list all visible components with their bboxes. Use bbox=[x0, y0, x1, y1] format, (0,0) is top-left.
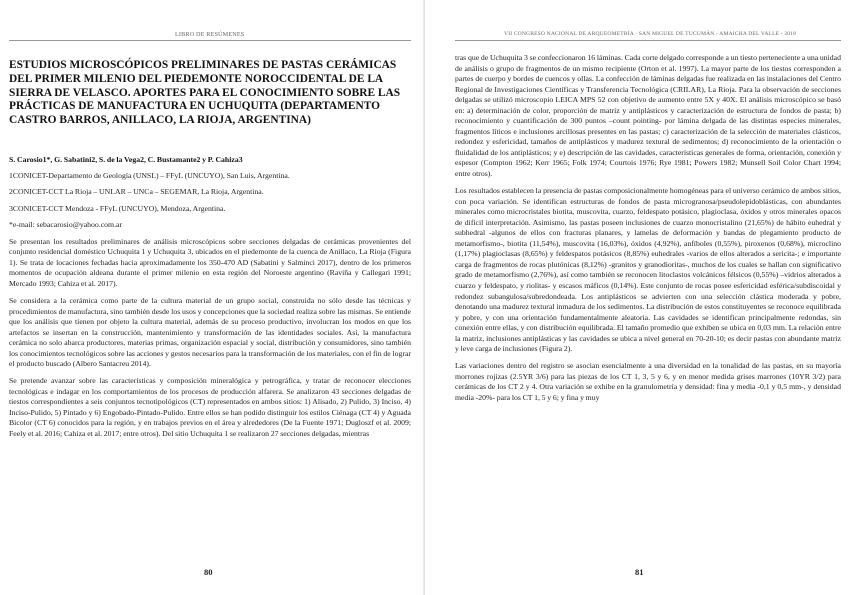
paragraph: Se considera a la cerámica como parte de la cultura material de un grupo social, construida no sólo desde las técnicas y procedimientos de manufactura, sino también desde los usos y concepciones que la sociedad realiza sobre las mismas. Se entiende que los análisis que tienen por objeto la cultura material, además de su proceso productivo, involucran los modos en que los artefactos se insertan en la construcción, mantenimiento y transformación de las identidades sociales. Así, la manufactura cerámica no solo abarca productores, materias primas, organización espacial y social, distribución y consumidores, sino también los conocimientos tecnológicos sobre las acciones y gestos necesarios para la transformación de los materiales, con el fin de lograr el producto buscado (Albero Santacreu 2014). bbox=[9, 295, 411, 369]
page-number-right: 81 bbox=[635, 567, 644, 577]
header-rule-right bbox=[455, 40, 841, 41]
page-number-left: 80 bbox=[204, 567, 213, 577]
contact-email: *e-mail: sebacarosio@yahoo.com.ar bbox=[9, 220, 123, 230]
paragraph: Las variaciones dentro del registro se asocian esencialmente a una diversidad en la tonalidad de las pastas, en su mayoría morrones rojizas (2.5YR 3/6) para las piezas de los CT 1, 3, 5 y 6, y en menor medida grises marrones (10YR 3/2) para cerámicas de los CT 2 y 4. Otra variación se exhibe en la granulometría y densidad: fina y media -0,1 y 0,5 mm-, y densidad media -20%- para los CT 1, 5 y 6; y fina y muy bbox=[455, 361, 841, 402]
header-rule-left bbox=[9, 40, 411, 41]
article-title: ESTUDIOS MICROSCÓPICOS PRELIMINARES DE PASTAS CERÁMICAS DEL PRIMER MILENIO DEL PIEDEMONTE NOROCCIDENTAL DE LA SIERRA DE VELASCO. APORTES PARA EL CONOCIMIENTO SOBRE LAS PRÁCTICAS DE MANUFACTURA EN UCHUQUITA (DEPARTAMENTO CASTRO BARROS, ANILLACO, LA RIOJA, ARGENTINA) bbox=[9, 59, 401, 127]
affiliation-3: 3CONICET-CCT Mendoza - FFyL (UNCUYO), Mendoza, Argentina. bbox=[9, 203, 226, 213]
paragraph: tras que de Uchuquita 3 se confeccionaron 16 láminas. Cada corte delgado corresponde a un tiesto perteneciente a una unidad de análisis o grupo de fragmentos de un mismo recipiente (Orton et al. 1997). La mayor parte de los tiestos corresponden a partes de cuerpo y bordes de cuencos y ollas. La confección de láminas delgadas fue realizada en las instalaciones del Centro Regional de Investigaciones Científicas y Transferencia Tecnológica (CRILAR), La Rioja. Para la observación de secciones delgadas se utilizó microscopio LEICA MPS 52 con objetivo de aumento entre 5X y 40X. El análisis microscópico se basó en: a) determinación de color, proporción de matriz y antiplásticos y caracterización de estructura de fondos de pasta; b) reconocimiento y cuantificación de 300 puntos –count pointing- por lámina delgada de las distintas especies minerales, fragmentos líticos e inclusiones arcillosas presentes en las pastas; c) caracterización de la selección de materiales clásticos, redondez y esfericidad, tamaños de antiplásticos y madurez textural de sedimentos; d) reconocimiento de la orientación o fluidalidad de los antiplásticos; y e) descripción de las cavidades, características generales de forma, orientación, conexión y espesor (Compton 1962; Kerr 1965; Folk 1974; Courtois 1976; Rye 1981; Powers 1982; Munsell Soil Color Chart 1994; entre otros). bbox=[455, 53, 841, 179]
affiliation-2: 2CONICET-CCT La Rioja – UNLAR – UNCa – SEGEMAR, La Rioja, Argentina. bbox=[9, 187, 264, 197]
right-page bbox=[425, 0, 850, 595]
running-head-left: LIBRO DE RESÚMENES bbox=[175, 31, 245, 38]
authors-line: S. Carosio1*, G. Sabatini2, S. de la Vega2, C. Bustamante2 y P. Cahiza3 bbox=[9, 155, 243, 164]
running-head-right: VII CONGRESO NACIONAL DE ARQUEOMETRÍA · SAN MIGUEL DE TUCUMÁN - AMAICHA DEL VALLE - 2018 bbox=[504, 31, 797, 37]
right-column-text bbox=[455, 53, 841, 410]
paragraph: Se presentan los resultados preliminares de análisis microscópicos sobre secciones delgadas de cerámicas provenientes del conjunto residencial doméstico Uchuquita 1 y Uchuquita 3, ubicados en el piedemonte de la cuenca de Anillaco, La Rioja (Figura 1). Se trata de locaciones fechadas hacia aproximadamente los 350-470 AD (Sabatini y Salminci 2017), dentro de los primeros momentos de ocupación aldeana durante el primer milenio en esta región del Noroeste argentino (Raviña y Callegari 1991; Mercado 1993; Cahiza et al. 2017). bbox=[9, 236, 411, 288]
left-column-text bbox=[9, 155, 411, 446]
paragraph: Se pretende avanzar sobre las características y composición mineralógica y petrográfica, y tratar de reconocer elecciones tecnológicas e indagar en los comportamientos de los procesos de producción alfarera. Se analizaron 43 secciones delgadas de tiestos correspondientes a seis conjuntos tecnotipológicos (CT) representados en ambos sitios: 1) Alisado, 2) Pulido, 3) Inciso, 4) Inciso-Pulido, 5) Pintado y 6) Engobado-Pintado-Pulido. Entre ellos se han podido distinguir los estilos Ciénaga (CT 4) y Aguada Bicolor (CT 6) conocidos para la región, y en trabajos previos en el área y alrededores (De la Fuente 1971; Dugloszf et al. 2009; Feely et al. 2016; Cahiza et al. 2017; entre otros). Del sitio Uchuquita 1 se realizaron 27 secciones delgadas, mientras bbox=[9, 376, 411, 439]
affiliation-1: 1CONICET-Departamento de Geología (UNSL) – FFyL (UNCUYO), San Luis, Argentina. bbox=[9, 170, 290, 180]
paragraph: Los resultados establecen la presencia de pastas composicionalmente homogéneas para el universo cerámico de ambos sitios, con poca variación. Se identifican estructuras de fondos de pasta microgranosa/pseudolepidoblásticas, con abundantes minerales como microcristales biotita, muscovita, cuarzo, feldespato potásico, plagioclasa, óxidos y otros minerales opacos de difícil interpretación. Asimismo, las pastas poseen inclusiones de cuarzo monocristalino (21,65%) de hábito euhedral y subhedral -algunos de ellos con fracturas planares, y lamelas de deformación y bandas de plegamiento producto de metamorfismo-, biotita (11,54%), muscovita (16,03%), óxidos (4,92%), anfíboles (0,55%), piroxenos (0,68%), microclino (1,17%) plagioclasas (8,65%) y feldespatos potásicos (8,85%) euhedrales -varios de ellos alterados a sericita-; e importante carga de fragmentos de rocas plutónicas (8,12%) -granitos y granodioritas-, muchos de los cuales se hallan con significativo grado de metamorfismo (2,76%), así como también se reconocen litoclastos volcánicos félsicos (0,55%) –vidrios alterados a cuarzo y feldespato, y riolitas- y escasos máficos (0,14%). Este conjunto de rocas posee esfericidad esférica/subdiscoidal y redondez subangulosa/subredondeada. Los antiplásticos se advierten con una selección clástica moderada y pobre, denotando una madurez textural inmadura de los sedimentos. La distribución de estos constituyentes se reconoce equilibrada y pobre, y con una orientación fundamentalmente aleatoria. Las cavidades se identifican principalmente redondas, sin conexión entre ellas, y con distribución equilibrada. El tamaño promedio que exhiben se ubica en 0,03 mm. La relación entre la matriz, inclusiones antiplásticas y las cavidades se ubica a nivel general en 70-20-10; es decir pastas con abundante matriz y leve carga de inclusiones (Figura 2). bbox=[455, 186, 841, 354]
